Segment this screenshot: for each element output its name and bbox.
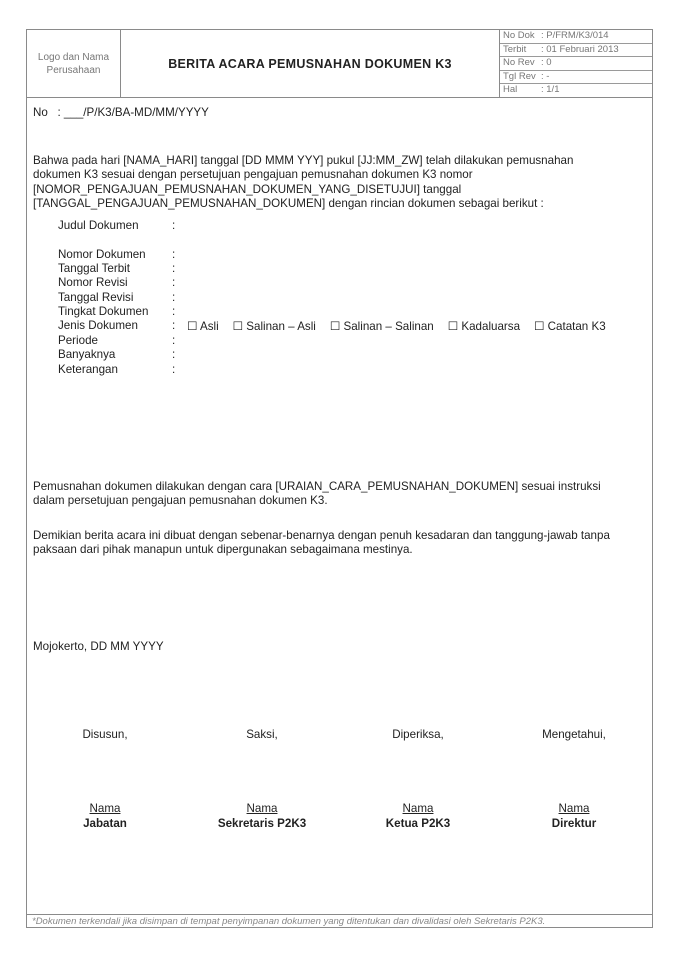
document-page — [26, 29, 653, 928]
closing-line: paksaan dari pihak manapun untuk dipergunakan sebagaimana mestinya. — [33, 543, 413, 557]
field-colon: : — [172, 291, 176, 304]
meta-row-tgl-rev — [500, 71, 652, 85]
field-colon: : — [172, 248, 176, 261]
logo-text: Logo dan Nama Perusahaan — [37, 51, 110, 76]
meta-key: Tgl Rev — [503, 70, 536, 82]
intro-line: [TANGGAL_PENGAJUAN_PEMUSNAHAN_DOKUMEN] dengan rincian dokumen sebagai berikut : — [33, 197, 544, 211]
meta-value: : 0 — [541, 57, 552, 69]
field-label: Keterangan — [58, 363, 118, 376]
signature-position: Jabatan — [83, 817, 127, 830]
meta-key: No Rev — [503, 57, 535, 69]
doc-type-options — [187, 319, 606, 333]
field-colon: : — [172, 262, 176, 275]
document-title-cell — [121, 30, 500, 97]
meta-key: Terbit — [503, 43, 527, 55]
method-paragraph — [33, 480, 601, 509]
signature-role: Disusun, — [82, 728, 128, 741]
closing-paragraph — [33, 529, 610, 558]
signature-block-disusun — [50, 728, 160, 830]
field-label: Judul Dokumen — [58, 219, 139, 232]
field-label: Tingkat Dokumen — [58, 305, 149, 318]
document-meta-table — [500, 30, 652, 97]
field-colon: : — [172, 348, 176, 361]
meta-value: : - — [541, 70, 550, 82]
signature-role: Mengetahui, — [542, 728, 606, 741]
signature-position: Sekretaris P2K3 — [217, 817, 307, 830]
signature-name: Nama — [402, 802, 434, 815]
field-label: Nomor Revisi — [58, 276, 128, 289]
field-colon: : — [172, 305, 176, 318]
field-label: Jenis Dokumen — [58, 319, 138, 332]
field-colon: : — [172, 363, 176, 376]
meta-row-hal — [500, 84, 652, 97]
footer-note: *Dokumen terkendali jika disimpan di tempat penyimpanan dokumen yang ditentukan dan divalidasi oleh Sekretaris P2K3. — [27, 914, 652, 928]
intro-line: dokumen K3 sesuai dengan persetujuan pengajuan pemusnahan dokumen K3 nomor — [33, 168, 473, 182]
checkbox-catatan-k3[interactable]: ☐ Catatan K3 — [534, 320, 606, 333]
signature-block-diperiksa — [363, 728, 473, 830]
checkbox-salinan-salinan[interactable]: ☐ Salinan – Salinan — [329, 320, 434, 333]
field-label: Tanggal Revisi — [58, 291, 134, 304]
intro-paragraph — [33, 154, 573, 212]
meta-value: : P/FRM/K3/014 — [541, 30, 609, 41]
field-colon: : — [172, 219, 176, 232]
field-label: Periode — [58, 334, 98, 347]
document-number: No : ___/P/K3/BA-MD/MM/YYYY — [33, 106, 209, 119]
meta-value: : 1/1 — [541, 84, 560, 96]
signature-position: Direktur — [551, 817, 597, 830]
signature-role: Saksi, — [246, 728, 278, 741]
closing-line: Demikian berita acara ini dibuat dengan sebenar-benarnya dengan penuh kesadaran dan tanggung-jawab tanpa — [33, 529, 610, 542]
meta-key: No Dok — [503, 30, 535, 41]
checkbox-salinan-asli[interactable]: ☐ Salinan – Asli — [232, 320, 316, 333]
signature-position: Ketua P2K3 — [385, 817, 451, 830]
signature-name: Nama — [246, 802, 278, 815]
meta-key: Hal — [503, 84, 518, 96]
field-colon: : — [172, 334, 176, 347]
meta-row-no-rev — [500, 57, 652, 71]
signature-name: Nama — [558, 802, 590, 815]
field-colon: : — [172, 319, 176, 332]
method-line: Pemusnahan dokumen dilakukan dengan cara [URAIAN_CARA_PEMUSNAHAN_DOKUMEN] sesuai instruksi — [33, 480, 601, 493]
meta-row-terbit — [500, 44, 652, 58]
document-header — [27, 30, 652, 98]
meta-value: : 01 Februari 2013 — [541, 43, 619, 55]
logo-placeholder — [27, 30, 121, 97]
intro-line: [NOMOR_PENGAJUAN_PEMUSNAHAN_DOKUMEN_YANG_DISETUJUI] tanggal — [33, 182, 462, 196]
checkbox-kadaluarsa[interactable]: ☐ Kadaluarsa — [447, 320, 521, 333]
checkbox-asli[interactable]: ☐ Asli — [187, 320, 219, 333]
signature-block-saksi — [207, 728, 317, 830]
signature-name: Nama — [89, 802, 121, 815]
place-date: Mojokerto, DD MM YYYY — [33, 640, 164, 653]
signature-role: Diperiksa, — [392, 728, 444, 741]
intro-line: Bahwa pada hari [NAMA_HARI] tanggal [DD MMM YYY] pukul [JJ:MM_ZW] telah dilakukan pemusnahan — [33, 154, 574, 167]
field-colon: : — [172, 276, 176, 289]
meta-row-no-dok — [500, 30, 652, 44]
field-label: Banyaknya — [58, 348, 116, 361]
field-label: Tanggal Terbit — [58, 262, 130, 275]
signature-block-mengetahui — [519, 728, 629, 830]
field-label: Nomor Dokumen — [58, 248, 146, 261]
document-title: BERITA ACARA PEMUSNAHAN DOKUMEN K3 — [168, 56, 452, 71]
method-line: dalam persetujuan pengajuan pemusnahan dokumen K3. — [33, 494, 328, 508]
